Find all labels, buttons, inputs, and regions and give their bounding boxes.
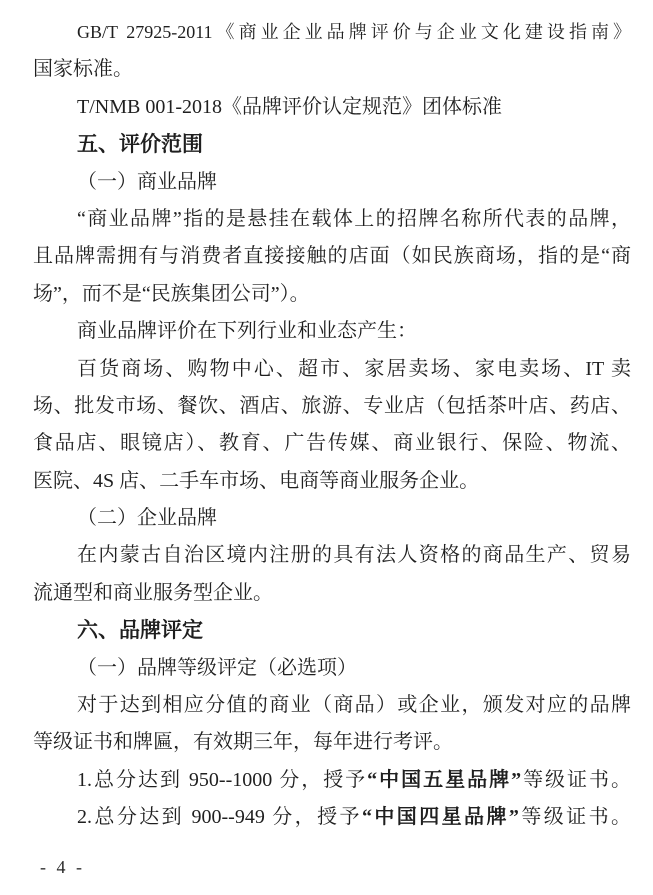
text-segment: 2.总分达到 900--949 分，授予 [77, 806, 362, 829]
body-text-line: 商业品牌评价在下列行业和业态产生： [77, 320, 417, 343]
body-text-line: 百货商场、购物中心、超市、家居卖场、家电卖场、IT 卖 [77, 357, 631, 380]
body-text-line: T/NMB 001-2018《品牌评价认定规范》团体标准 [77, 95, 502, 118]
section-5-heading: 五、评价范围 [77, 132, 203, 157]
bold-text-segment: “中国五星品牌” [367, 768, 522, 791]
text-segment: 1.总分达到 950--1000 分，授予 [77, 768, 368, 791]
body-text-line: 在内蒙古自治区境内注册的具有法人资格的商品生产、贸易 [77, 544, 631, 567]
body-text-line: 食品店、眼镜店）、教育、广告传媒、商业银行、保险、物流、 [33, 432, 631, 455]
body-text-line: “商业品牌”指的是悬挂在载体上的招牌名称所代表的品牌， [77, 207, 631, 230]
body-text-line: 国家标准。 [33, 58, 133, 81]
subsection-heading: （一）品牌等级评定（必选项） [77, 656, 357, 679]
bold-text-segment: “中国四星品牌” [361, 806, 519, 829]
body-text-line: 对于达到相应分值的商业（商品）或企业，颁发对应的品牌 [77, 694, 631, 717]
subsection-heading: （一）商业品牌 [77, 170, 217, 193]
body-text-line: 等级证书和牌匾，有效期三年，每年进行考评。 [33, 731, 453, 754]
body-text-line: 场、批发市场、餐饮、酒店、旅游、专业店（包括茶叶店、药店、 [33, 394, 631, 417]
subsection-heading: （二）企业品牌 [77, 507, 217, 530]
body-text-line [33, 799, 631, 836]
text-segment: 等级证书。 [518, 806, 631, 829]
body-text-line: 且品牌需拥有与消费者直接接触的店面（如民族商场，指的是“商 [33, 245, 631, 268]
text-segment: 等级证书。 [521, 768, 631, 791]
body-text-line [33, 762, 631, 799]
body-text-line: 场”，而不是“民族集团公司”）。 [33, 282, 310, 305]
body-text-line: 流通型和商业服务型企业。 [33, 581, 273, 604]
section-6-heading: 六、品牌评定 [77, 618, 203, 643]
body-text-line: GB/T 27925-2011《商业企业品牌评价与企业文化建设指南》 [77, 22, 631, 42]
document-body [33, 14, 631, 837]
page-number: - 4 - [40, 857, 85, 877]
body-text-line: 医院、4S 店、二手车市场、电商等商业服务企业。 [33, 469, 480, 492]
